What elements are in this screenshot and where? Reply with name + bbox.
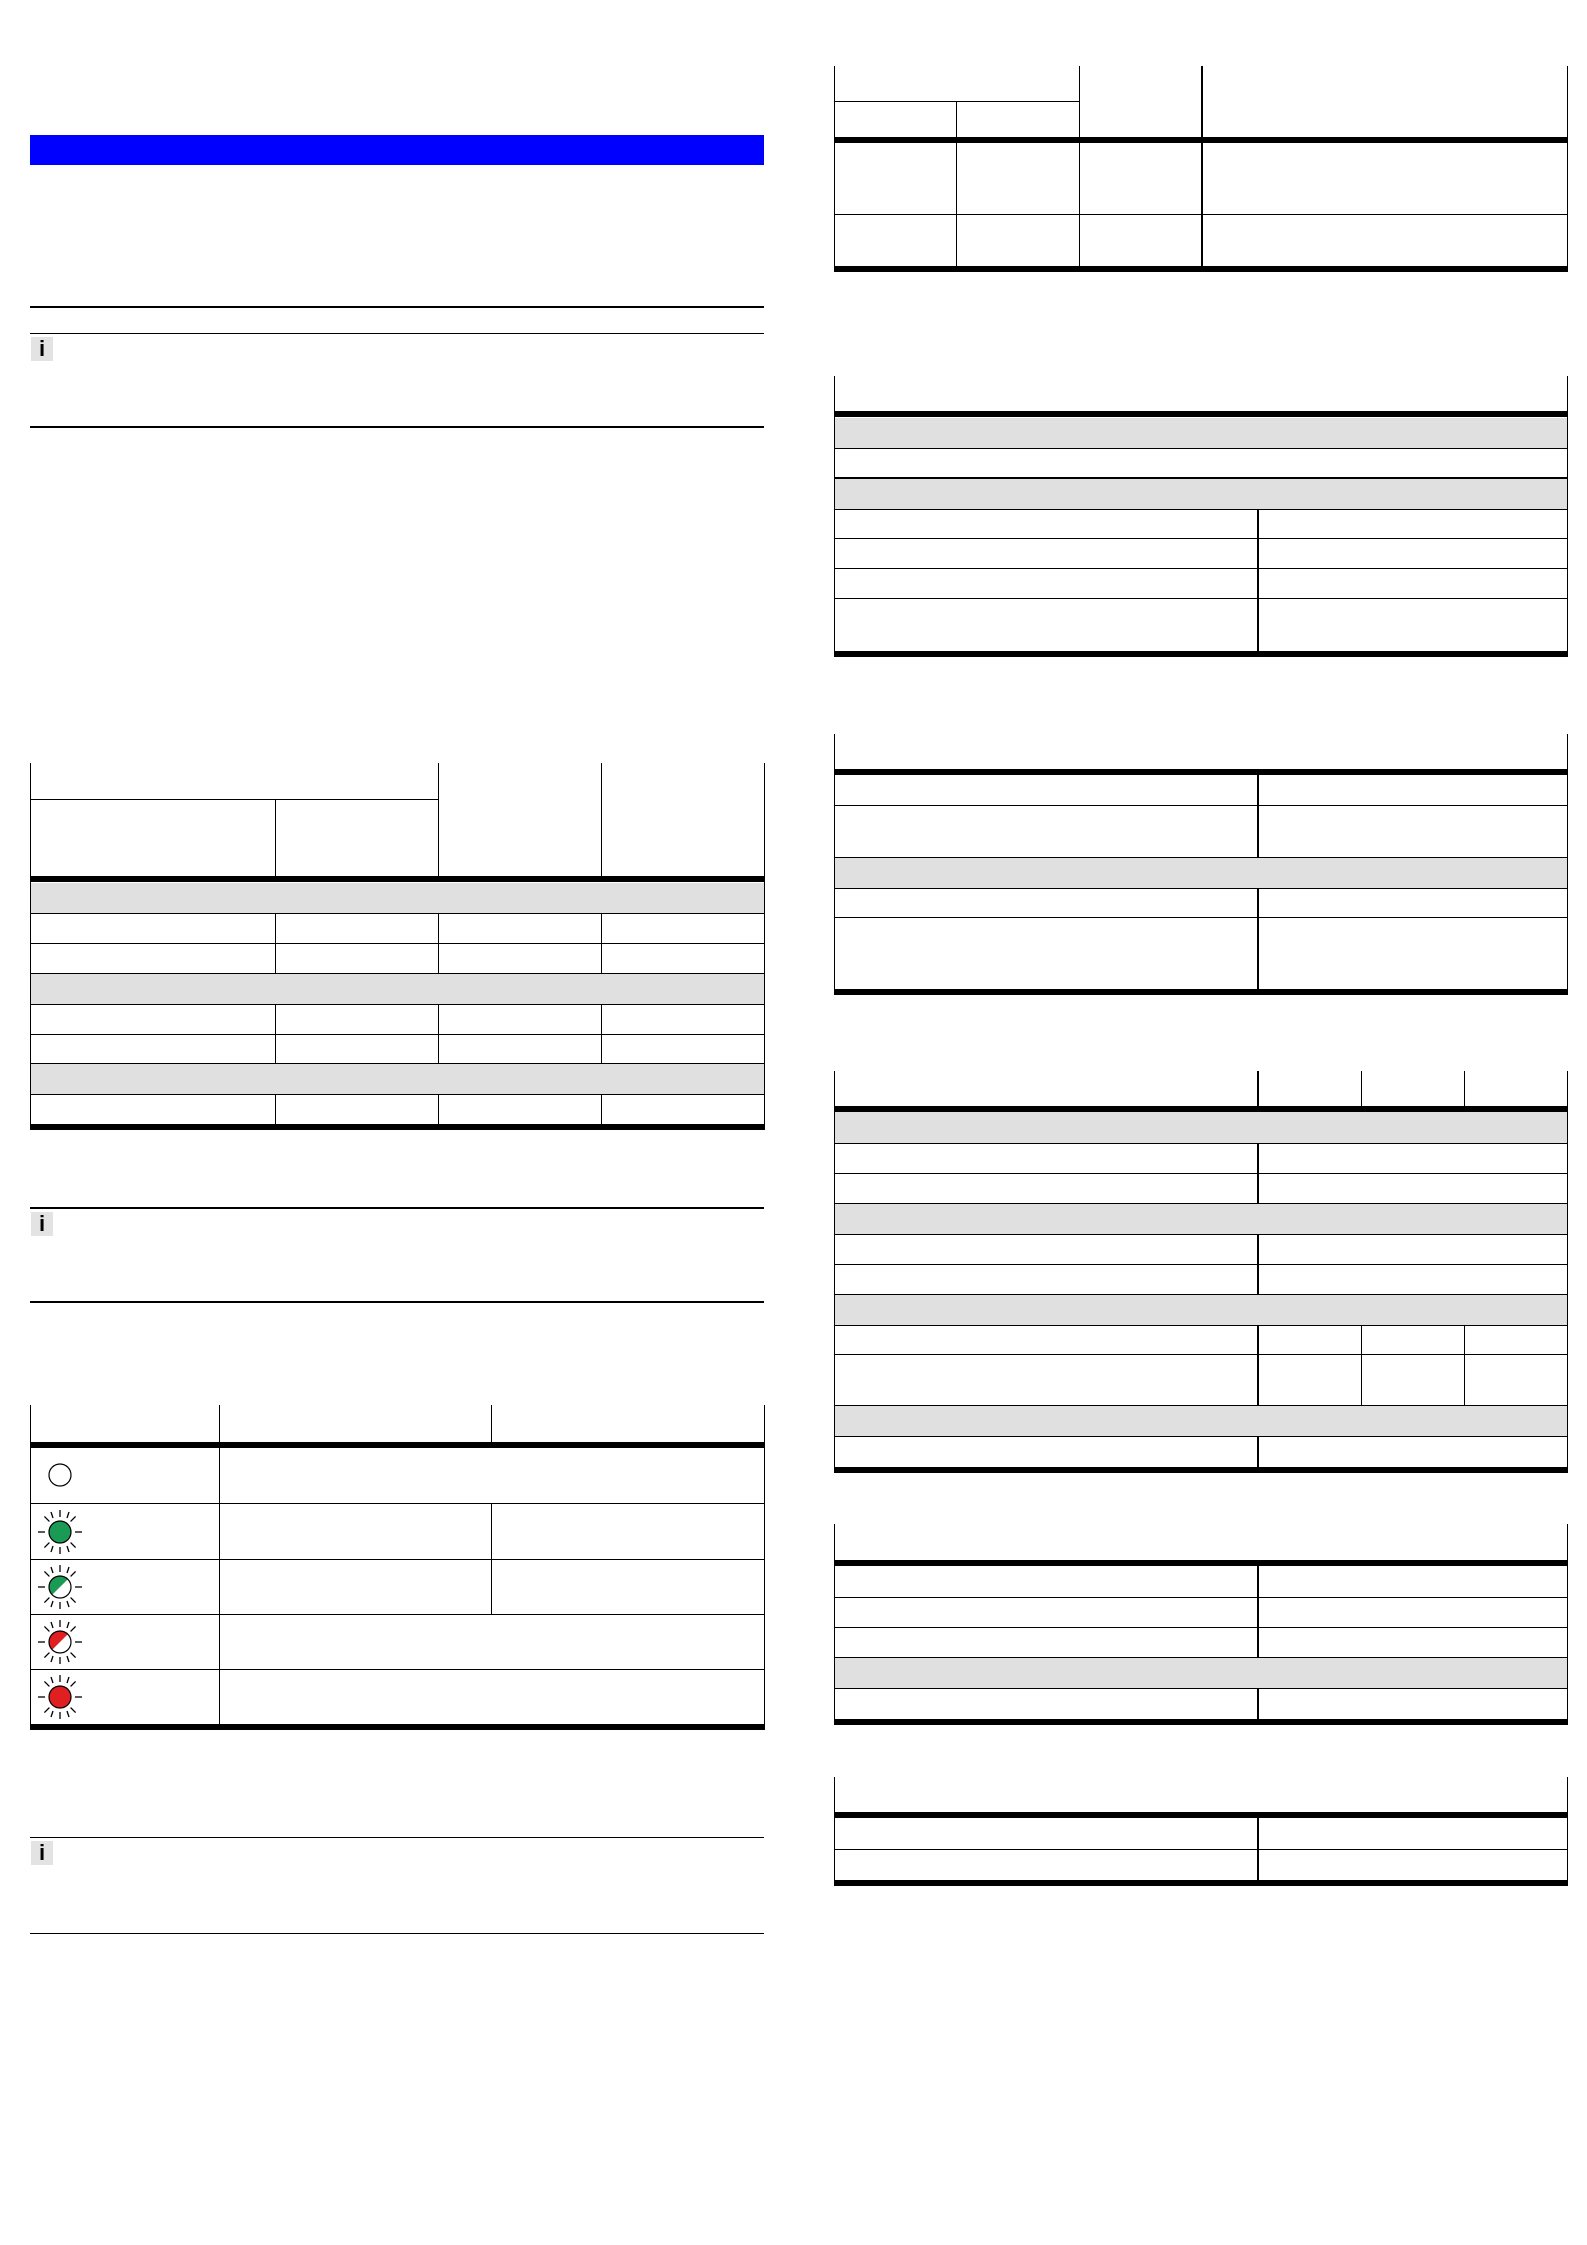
led-green-flashing-icon bbox=[36, 1508, 84, 1556]
led-red-half-flashing-icon bbox=[36, 1618, 84, 1666]
table-section-band bbox=[31, 883, 764, 913]
led-green-half-flashing-icon bbox=[36, 1563, 84, 1611]
section-heading-bar bbox=[30, 135, 764, 165]
table-section-band bbox=[31, 974, 764, 1004]
info-icon: i bbox=[31, 1841, 53, 1865]
info-icon: i bbox=[31, 1212, 53, 1236]
table-section-band bbox=[31, 1064, 764, 1094]
led-off-icon bbox=[45, 1460, 75, 1490]
led-red-flashing-icon bbox=[36, 1673, 84, 1721]
info-icon: i bbox=[31, 337, 53, 361]
